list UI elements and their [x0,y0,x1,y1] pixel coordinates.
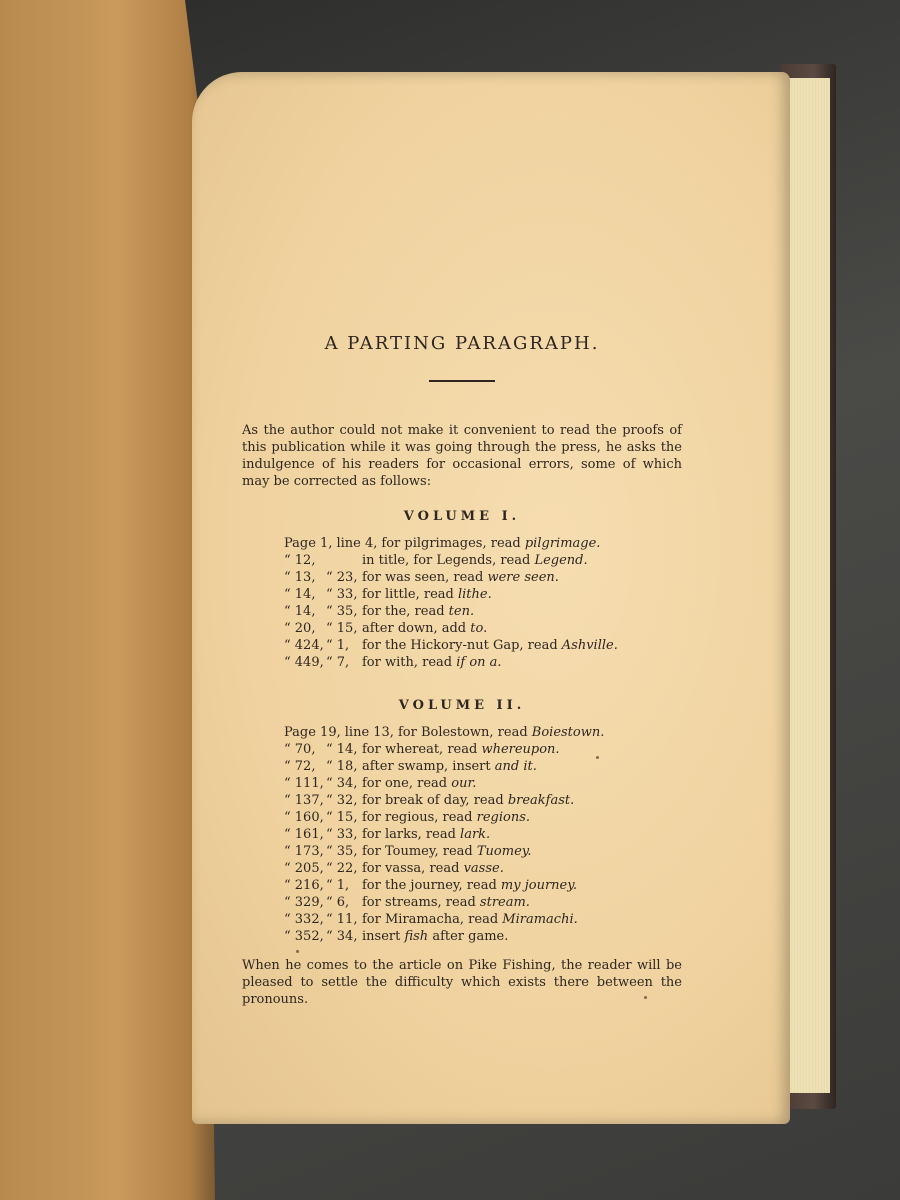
errata-correct-reading: lark. [460,827,491,842]
errata-text: insert [362,929,405,944]
errata-text: for the, read [362,604,449,619]
errata-text: for Toumey, read [362,844,477,859]
errata-line-ref [326,552,362,569]
errata-row [284,724,682,741]
errata-correct-reading: to. [470,621,488,636]
errata-page-ref: “ 173, [284,844,324,859]
errata-line-ref: “ 23, [326,570,358,585]
errata-correct-reading: Tuomey. [476,844,532,859]
volume-2-errata [284,724,682,945]
errata-text: for regious, read [362,810,477,825]
errata-row [284,843,682,860]
errata-correct-reading: our. [451,776,477,791]
errata-correction [362,586,492,603]
errata-correct-reading: whereupon. [481,742,560,757]
errata-line-ref: “ 22, [326,861,358,876]
errata-text: for pilgrimages, read [381,536,525,551]
errata-text: for break of day, read [362,793,508,808]
left-page [0,0,215,1200]
errata-correct-reading: fish [404,929,429,944]
errata-row [284,586,682,603]
errata-correction [362,877,577,894]
errata-text: after down, add [362,621,471,636]
errata-text: for Miramacha, read [362,912,503,927]
errata-row [284,603,682,620]
errata-page-ref: “ 12, [284,553,316,568]
errata-text: in title, for Legends, read [362,553,535,568]
errata-page-ref: Page 19, [284,725,341,740]
errata-row [284,860,682,877]
errata-correct-reading: stream. [479,895,530,910]
errata-line-ref: “ 33, [326,827,358,842]
volume-1-errata [284,535,682,671]
errata-page-ref: “ 70, [284,742,316,757]
errata-row [284,928,682,945]
errata-line-ref: “ 35, [326,844,358,859]
errata-correction [362,758,537,775]
errata-correct-reading: regions. [476,810,531,825]
errata-row [284,535,682,552]
errata-text: for larks, read [362,827,461,842]
errata-text: for Bolestown, read [397,725,532,740]
errata-correct-reading: my journey. [500,878,577,893]
title-rule [429,380,495,382]
errata-correction [362,603,474,620]
errata-text: for little, read [362,587,458,602]
errata-page-ref: “ 14, [284,587,316,602]
errata-page-ref: “ 216, [284,878,324,893]
closing-paragraph: When he comes to the article on Pike Fishing, the reader will be pleased to settle the difficulty which exists there between the pronouns. [242,958,682,1007]
errata-page-ref: “ 161, [284,827,324,842]
errata-page-ref: “ 160, [284,810,324,825]
errata-correction [362,569,559,586]
errata-correct-reading: breakfast. [507,793,575,808]
errata-correction [398,724,604,741]
errata-page-ref: “ 13, [284,570,316,585]
errata-correction [362,620,487,637]
errata-correction [362,928,508,945]
errata-row [284,775,682,792]
errata-row [284,552,682,569]
errata-row [284,758,682,775]
errata-line-ref: “ 7, [326,655,350,670]
errata-text: for the Hickory-nut Gap, read [362,638,562,653]
errata-correct-reading: vasse. [463,861,504,876]
errata-correct-reading: lithe. [457,587,492,602]
errata-row [284,877,682,894]
errata-line-ref: “ 14, [326,742,358,757]
errata-line-ref: “ 32, [326,793,358,808]
errata-correction [362,860,504,877]
errata-row [284,894,682,911]
errata-line-ref: “ 1, [326,638,350,653]
errata-correction [362,911,578,928]
errata-line-ref: “ 33, [326,587,358,602]
errata-correction [362,809,530,826]
page-title: A PARTING PARAGRAPH. [324,333,600,354]
errata-page-ref: “ 137, [284,793,324,808]
errata-correction [362,637,618,654]
errata-row [284,826,682,843]
errata-correct-reading: Miramachi. [502,912,578,927]
errata-line-ref: line 13, [344,725,394,740]
errata-page-ref: “ 424, [284,638,324,653]
errata-page-ref: “ 20, [284,621,316,636]
errata-line-ref: “ 15, [326,810,358,825]
errata-text: for streams, read [362,895,480,910]
errata-row [284,637,682,654]
errata-correction [362,741,560,758]
errata-correction [362,826,490,843]
errata-correct-reading: were seen. [487,570,559,585]
errata-text: for one, read [362,776,452,791]
errata-correction [362,775,476,792]
errata-page-ref: “ 352, [284,929,324,944]
errata-correct-reading: ten. [448,604,475,619]
errata-page-ref: “ 111, [284,776,324,791]
errata-row [284,620,682,637]
errata-line-ref: “ 6, [326,895,350,910]
errata-page-ref: Page 1, [284,536,333,551]
errata-text: for with, read [362,655,457,670]
errata-tail: after game. [428,929,509,944]
errata-correct-reading: Ashville. [561,638,618,653]
errata-row [284,654,682,671]
errata-line-ref: line 4, [336,536,378,551]
errata-text: after swamp, insert [362,759,495,774]
errata-correction [362,552,588,569]
errata-row [284,792,682,809]
errata-line-ref: “ 15, [326,621,358,636]
page-content [242,335,682,1008]
errata-line-ref: “ 1, [326,878,350,893]
errata-page-ref: “ 14, [284,604,316,619]
errata-row [284,741,682,758]
errata-text: for was seen, read [362,570,488,585]
errata-correction [381,535,600,552]
errata-row [284,911,682,928]
errata-correction [362,894,530,911]
errata-page-ref: “ 449, [284,655,324,670]
intro-paragraph: As the author could not make it convenient to read the proofs of this publication while it was going through the press, he asks the indulgence of his readers for occasional errors, some of which may be corrected as follows: [242,423,682,489]
errata-correction [362,792,574,809]
errata-correct-reading: if on a. [456,655,502,670]
errata-correct-reading: Legend. [534,553,588,568]
volume-2-heading: VOLUME II. [398,698,526,713]
errata-page-ref: “ 205, [284,861,324,876]
errata-line-ref: “ 35, [326,604,358,619]
errata-line-ref: “ 34, [326,929,358,944]
errata-row [284,569,682,586]
errata-correct-reading: and it. [494,759,537,774]
errata-correction [362,843,532,860]
errata-page-ref: “ 332, [284,912,324,927]
errata-page-ref: “ 329, [284,895,324,910]
volume-1-heading: VOLUME I. [403,509,521,524]
errata-text: for the journey, read [362,878,501,893]
errata-page-ref: “ 72, [284,759,316,774]
errata-line-ref: “ 18, [326,759,358,774]
errata-text: for vassa, read [362,861,464,876]
errata-line-ref: “ 34, [326,776,358,791]
errata-correct-reading: Boiestown. [531,725,605,740]
errata-row [284,809,682,826]
errata-text: for whereat, read [362,742,482,757]
errata-correct-reading: pilgrimage. [524,536,601,551]
errata-line-ref: “ 11, [326,912,358,927]
errata-correction [362,654,502,671]
